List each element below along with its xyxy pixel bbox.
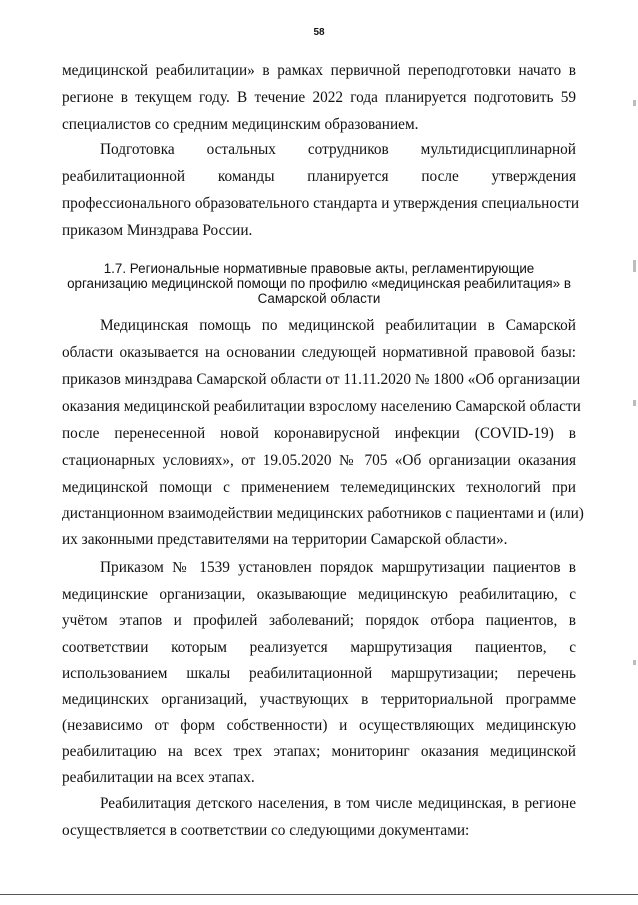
text-line: после перенесенной новой коронавирусной инфекции (COVID-19) в	[62, 425, 576, 442]
text-line: приказом Минздрава России.	[62, 222, 253, 239]
text-line: осуществляется в соответствии со следующими документами:	[62, 822, 470, 839]
text-line: использованием шкалы реабилитационной маршрутизации; перечень	[62, 665, 576, 682]
text-line: приказов минздрава Самарской области от 11.11.2020 № 1800 «Об организации	[62, 371, 581, 388]
text-line: регионе в текущем году. В течение 2022 года планируется подготовить 59	[62, 89, 576, 106]
text-line: специалистов со средним медицинским образованием.	[62, 116, 419, 133]
text-line: реабилитации на всех этапах.	[62, 769, 255, 786]
text-line: медицинской реабилитации» в рамках первичной переподготовки начато в	[62, 62, 576, 79]
text-line: реабилитацию на всех трех этапах; мониторинг оказания медицинской	[62, 743, 576, 760]
section-heading-line: 1.7. Региональные нормативные правовые акты, регламентирующие	[103, 261, 535, 276]
text-line: дистанционном взаимодействии медицинских работников с пациентами и (или)	[62, 505, 584, 522]
text-line: оказания медицинской реабилитации взрослому населению Самарской области	[62, 398, 581, 415]
text-line: соответствии которым реализуется маршрутизация пациентов, с	[62, 639, 576, 656]
text-line: Подготовка остальных сотрудников мультидисциплинарной	[100, 141, 576, 158]
section-heading-line: Самарской области	[257, 291, 381, 306]
text-line: Медицинская помощь по медицинской реабилитации в Самарской	[100, 317, 576, 334]
page-number: 58	[313, 27, 325, 38]
text-line: медицинских организаций, участвующих в территориальной программе	[62, 691, 576, 708]
scan-mark	[633, 100, 636, 106]
text-line: Приказом № 1539 установлен порядок маршрутизации пациентов в	[100, 559, 576, 576]
text-line: области оказывается на основании следующей нормативной правовой базы:	[62, 344, 576, 361]
text-line: профессионального образовательного стандарта и утверждения специальности	[62, 195, 580, 212]
text-line: Реабилитация детского населения, в том числе медицинская, в регионе	[100, 795, 576, 812]
text-line: медицинской помощи с применением телемедицинских технологий при	[62, 479, 576, 496]
text-line: медицинские организации, оказывающие медицинскую реабилитацию, с	[62, 586, 576, 603]
text-line: стационарных условиях», от 19.05.2020 № 705 «Об организации оказания	[62, 452, 576, 469]
section-heading-line: организацию медицинской помощи по профилю «медицинская реабилитация» в	[67, 276, 571, 291]
page-bottom-edge	[0, 894, 638, 895]
text-line: учётом этапов и профилей заболеваний; порядок отбора пациентов, в	[62, 612, 576, 629]
text-line: реабилитационной команды планируется после утверждения	[62, 168, 576, 185]
text-line: их законными представителями на территории Самарской области».	[62, 531, 508, 548]
scan-mark	[633, 660, 636, 665]
scan-mark	[633, 400, 636, 406]
scan-mark	[633, 260, 636, 272]
text-line: (независимо от форм собственности) и осуществляющих медицинскую	[62, 717, 576, 734]
